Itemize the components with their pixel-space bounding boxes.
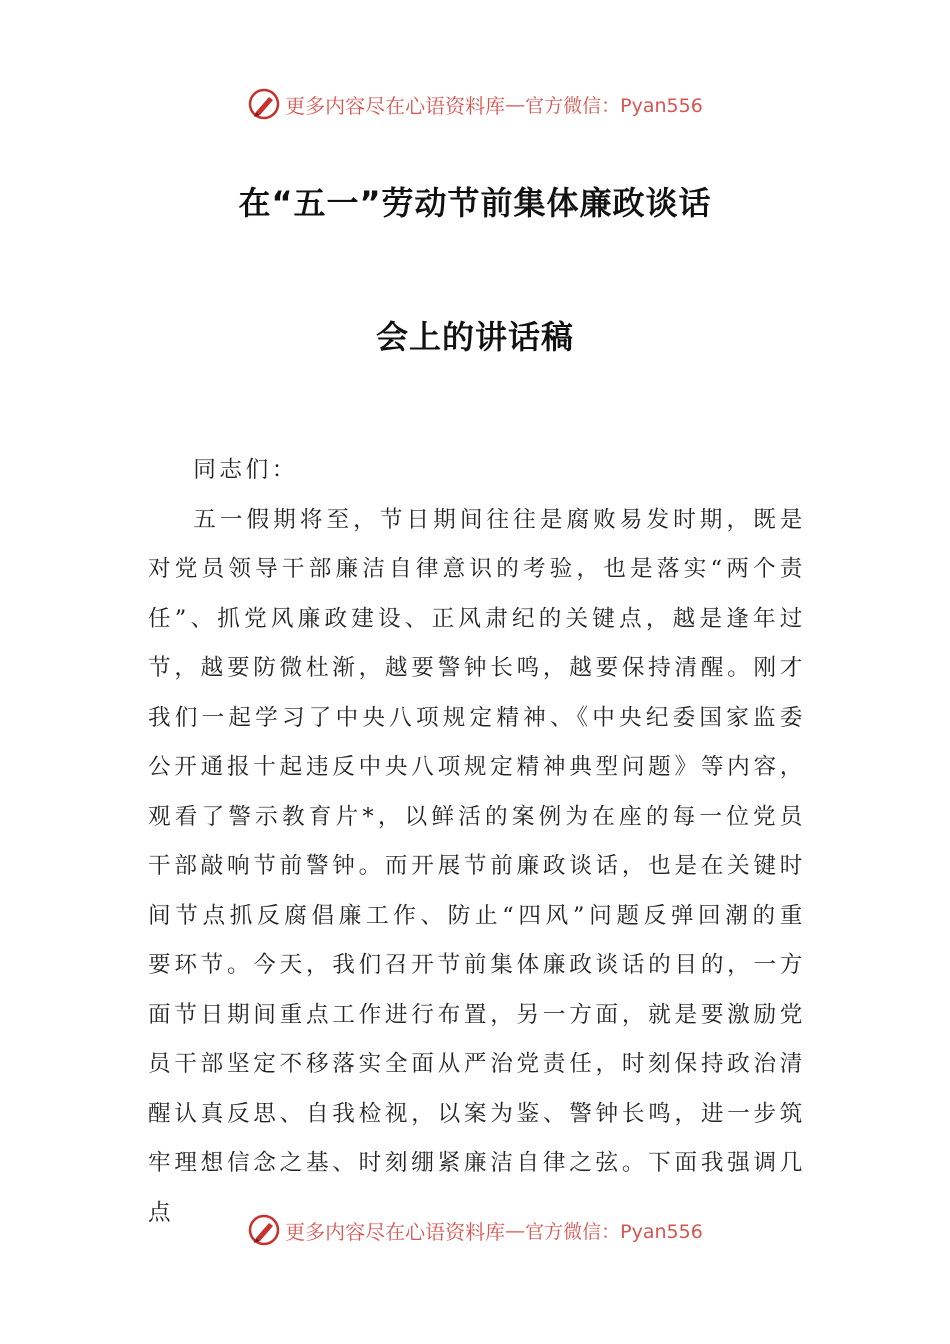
document-title-line2: 会上的讲话稿 xyxy=(375,318,574,356)
document-title-line1: 在“五一”劳动节前集体廉政谈话 xyxy=(238,184,712,222)
watermark-wechat-text: 官方微信：Pyan556 xyxy=(525,1220,703,1243)
pen-logo-icon xyxy=(247,1213,281,1247)
watermark-library-text: 更多内容尽在心语资料库 xyxy=(285,1219,506,1244)
watermark-separator: — xyxy=(505,92,526,116)
salutation: 同志们： xyxy=(193,457,298,483)
document-body xyxy=(148,446,806,1238)
pen-logo-icon xyxy=(247,87,281,121)
watermark-wechat-text: 官方微信：Pyan556 xyxy=(525,94,703,117)
watermark-banner-bottom xyxy=(0,1210,950,1250)
watermark-banner-top xyxy=(0,84,950,124)
watermark-separator: — xyxy=(505,1218,526,1242)
watermark-library-text: 更多内容尽在心语资料库 xyxy=(285,93,506,118)
paragraph: 五一假期将至，节日期间往往是腐败易发时期，既是对党员领导干部廉洁自律意识的考验，也是落实“两个责任”、抓党风廉政建设、正风肃纪的关键点，越是逢年过节，越要防微杜渐，越要警钟长鸣，越要保持清醒。刚才我们一起学习了中央八项规定精神、《中央纪委国家监委公开通报十起违反中央八项规定精神典型问题》等内容，观看了警示教育片*，以鲜活的案例为在座的每一位党员干部敲响节前警钟。而开展节前廉政谈话，也是在关键时间节点抓反腐倡廉工作、防止“四风”问题反弹回潮的重要环节。今天，我们召开节前集体廉政谈话的目的，一方面节日期间重点工作进行布置，另一方面，就是要激励党员干部坚定不移落实全面从严治党责任，时刻保持政治清醒认真反思、自我检视，以案为鉴、警钟长鸣，进一步筑牢理想信念之基、时刻绷紧廉洁自律之弦。下面我强调几点 xyxy=(148,506,806,1226)
